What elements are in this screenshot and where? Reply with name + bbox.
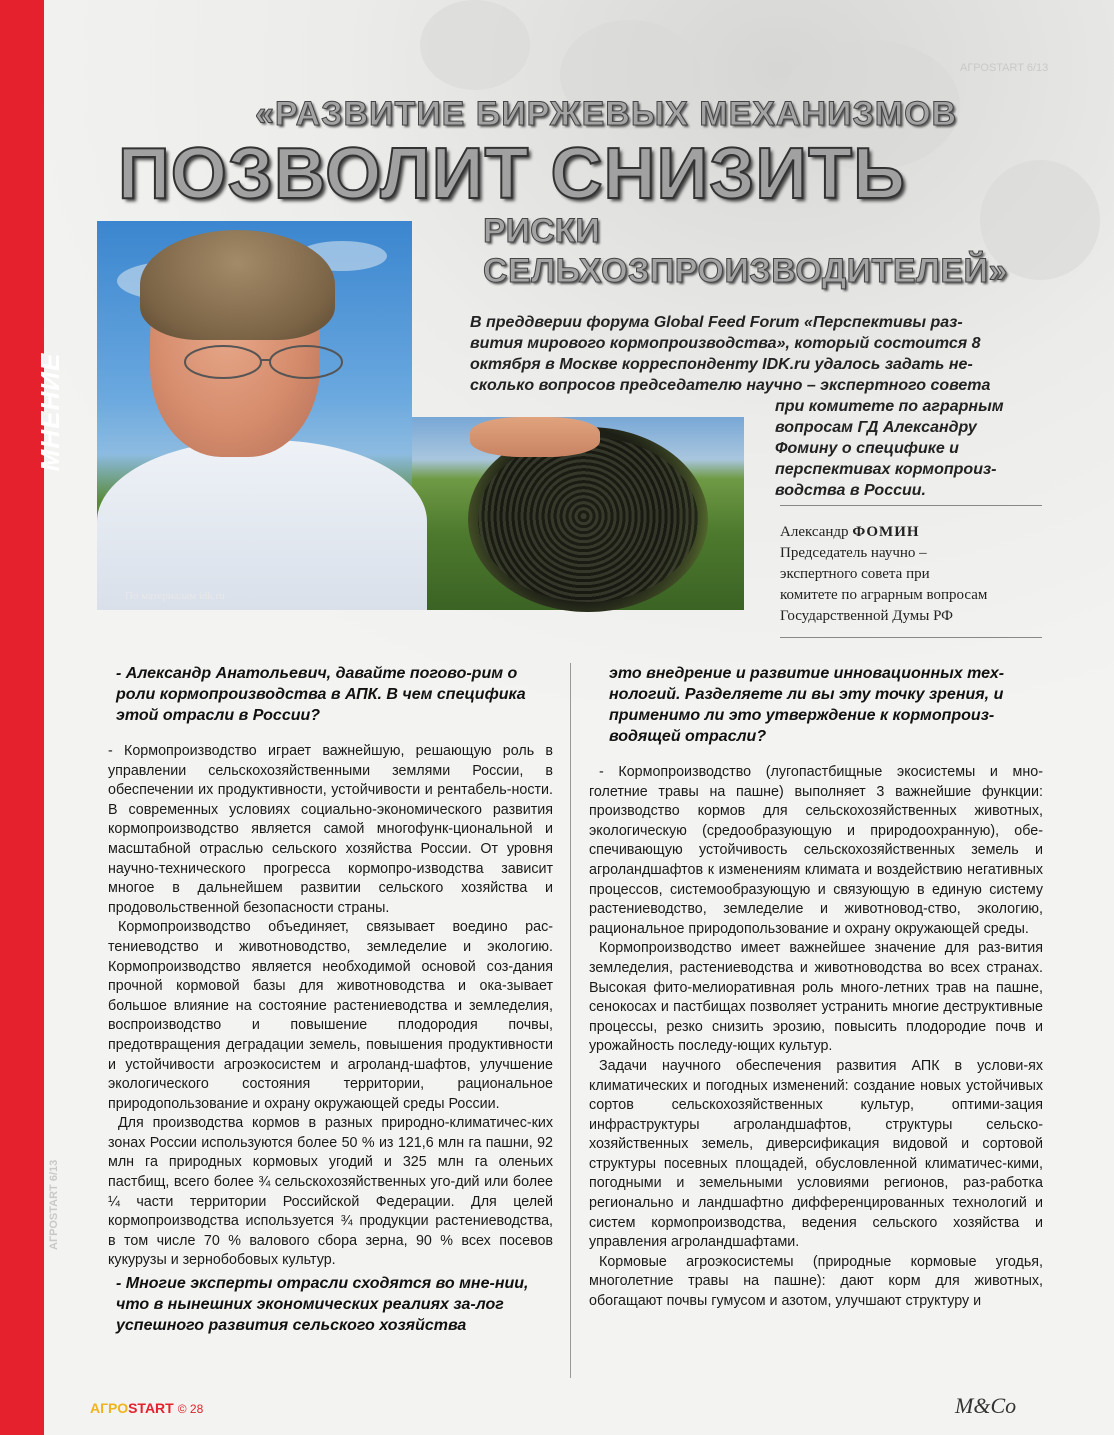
title-line-1: «РАЗВИТИЕ БИРЖЕВЫХ МЕХАНИЗМОВ [255, 95, 958, 133]
intro-line: октября в Москве корреспонденту IDK.ru удалось задать не- [470, 356, 973, 373]
interview-question: - Многие эксперты отрасли сходятся во мне-нии, что в нынешних экономических реалиях за-лог успешного развития сельского хозяйства [116, 1275, 529, 1335]
brand-agro: АГРО [90, 1400, 129, 1416]
article-column-1 [108, 663, 553, 1336]
page-number: © 28 [177, 1402, 204, 1416]
intro-line: В преддверии форума Global Feed Forum «Перспективы раз- [470, 314, 963, 331]
article-paragraph: Кормопроизводство имеет важнейшее значение для раз-вития земледелия, растениеводства и животноводства во всех странах. Высокая фито-мелиоративная роль много-летних трав на пашне, сенокосах и пастбищах позволяет устранить многие деструктивные процессы, резко снизить эрозию, повысить плодородие почв и урожайность последу-ющих культур. [589, 940, 1043, 1055]
article-paragraph: Кормовые агроэкосистемы (природные кормовые угодья, многолетние травы на пашне): дают корм для животных, обогащают почвы гумусом и азотом, улучшают структуру и [589, 1253, 1043, 1310]
footer-brand [90, 1400, 203, 1416]
intro-line: вития мирового кормопроизводства», который состоится 8 [470, 335, 981, 352]
title-line-4: СЕЛЬХОЗПРОИЗВОДИТЕЛЕЙ» [483, 252, 1008, 290]
author-position: комитете по аграрным вопросам [780, 587, 988, 603]
intro-line: водства в России. [775, 482, 926, 499]
interview-question: - Александр Анатольевич, давайте погово-рим о роли кормопроизводства в АПК. В чем специфика этой отрасли в России? [116, 665, 526, 724]
article-paragraph: Кормопроизводство объединяет, связывает воедино рас-тениеводство и животноводство, земледелие и экологию. Кормопроизводство является необходимой основой соз-дания прочной кормовой базы для животноводства и ока-зывает большое влияние на состояние растениеводства и земледелия, воспроизводство и повышение плодородия почвы, предотвращения деградации земель, повышения продуктивности и устойчивости агроэкосистем и агроланд-шафтов, улучшение экологического состояния территории, рациональное природопользование и охрану окружающей среды России. [108, 919, 553, 1112]
section-sidebar [0, 0, 44, 1435]
author-last-name: ФОМИН [852, 524, 920, 540]
intro-line: вопросам ГД Александру [775, 419, 977, 436]
glasses-icon [178, 340, 348, 380]
author-position: Государственной Думы РФ [780, 608, 954, 624]
person-shirt [97, 440, 427, 610]
magazine-top-label: АГРОSTART 6/13 [960, 62, 1049, 74]
byline-divider-bottom [780, 637, 1042, 638]
author-name [780, 522, 1060, 543]
interview-question-continued: это внедрение и развитие инновационных тех-нологий. Разделяете ли вы эту точку зрения, и применимо ли это утверждение к кормопроиз-водящей отрасли? [609, 665, 1005, 745]
intro-line: Фомину о специфике и [775, 440, 959, 457]
intro-lead [470, 312, 1042, 501]
person-hair [140, 230, 335, 340]
byline-divider-top [780, 505, 1042, 506]
article-paragraph: - Кормопроизводство (лугопастбищные экосистемы и мно-голетние травы на пашне) выполняет 3 важнейшие функции: производство кормов для сельскохозяйственных животных, экологическую (средообразующую и природоохранную), обе-спечивающую устойчивость сельскохозяйственных земель и агроландшафтов к изменениям климата и воздействию негативных процессов, системообразующую и связующую в единую систему растениеводство, земледелие и животновод-ство, экологию, рациональное природопользование и охрану окружающей среды. [589, 764, 1043, 937]
intro-line: при комитете по аграрным [775, 398, 1004, 415]
title-line-2: ПОЗВОЛИТ СНИЗИТЬ [118, 134, 906, 214]
author-byline [780, 522, 1060, 627]
publisher-signature: M&Co [955, 1393, 1017, 1418]
intro-line: сколько вопросов председателю научно – экспертного совета [470, 377, 991, 394]
column-divider [570, 663, 571, 1378]
article-column-2 [589, 663, 1043, 1312]
photo-credit: По материалам idk.ru [125, 590, 225, 602]
article-paragraph: Для производства кормов в разных природно-климатичес-ких зонах России используются более 50 % из 121,6 млн га пашни, 92 млн га природных кормовых угодий и 325 млн га оленьих пастбищ, всего более ¾ сельскохозяйственных уго-дий или более ¼ части территории Российской Федерации. Для целей кормопроизводства используется ¾ продукции растениеводства, в том числе 70 % валового сбора зерна, 90 % всех посевов кукурузы и зернобобовых культур. [108, 1115, 553, 1269]
brand-start: START [128, 1400, 174, 1416]
author-position: экспертного совета при [780, 566, 930, 582]
author-position: Председатель научно – [780, 545, 927, 561]
article-paragraph: - Кормопроизводство играет важнейшую, решающую роль в управлении сельскохозяйственными землями России, в обеспечении их продуктивности, устойчивости и рентабель-ности. В современных условиях социально-экономического развития кормопроизводство является самой многофунк-циональной и масштабной отраслью сельского хозяйства России. От уровня научно-технического прогресса кормопро-изводства зависит многое в дальнейшем развитии сельского хозяйства и продовольственной безопасности страны. [108, 743, 553, 916]
magazine-side-label: АГРОSTART 6/13 [48, 1159, 60, 1250]
title-line-3: РИСКИ [483, 212, 600, 250]
intro-line: перспективах кормопроиз- [775, 461, 997, 478]
section-label: МНЕНИЕ [35, 352, 65, 472]
author-first-name: Александр [780, 524, 849, 540]
article-paragraph: Задачи научного обеспечения развития АПК в услови-ях климатических и погодных изменений: создание новых устойчивых сортов сельскохозяйственных культур, оптими-зация инфраструктуры агроландшафтов, структуры сельско-хозяйственных земель, диверсификация видовой и сортовой структуры посевных площадей, обусловленной климатичес-кими, погодными и земельными условиями регионов, раз-работка регионально и ландшафтно дифференцированных технологий и систем кормопроизводства, ведения сельского хозяйства и управления агроландшафтами. [589, 1057, 1043, 1251]
